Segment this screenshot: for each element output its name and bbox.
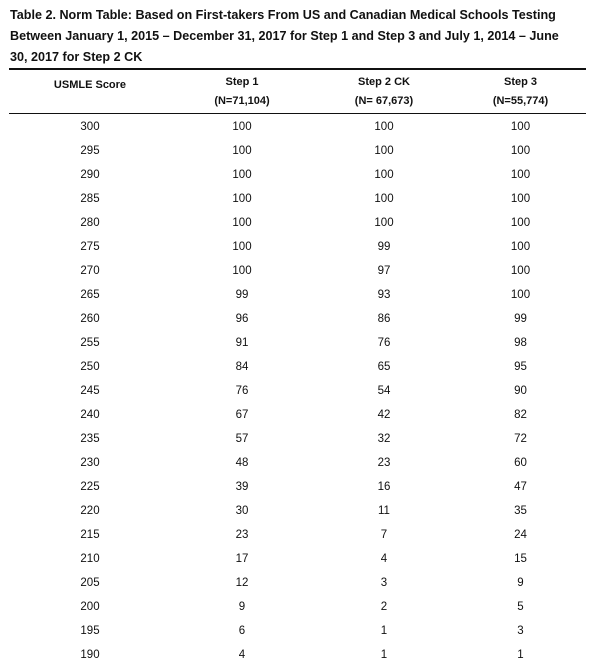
step-2-ck-cell: 42 [377,409,391,421]
table-row [9,523,586,547]
score-cell: 210 [80,553,100,565]
table-row [9,499,586,523]
header-step-1 [171,73,313,111]
table-row [9,643,586,667]
step-3-cell: 15 [514,553,527,565]
step-3-cell: 99 [514,313,527,325]
score-cell: 285 [80,193,100,205]
table-row [9,283,586,307]
step-1-cell: 100 [232,241,252,253]
step-2-ck-cell: 100 [374,121,394,133]
score-cell: 245 [80,385,100,397]
step-3-cell: 60 [514,457,527,469]
step-3-cell: 35 [514,505,527,517]
header-step-2-ck-count: (N= 67,673) [354,95,414,107]
table-row [9,163,586,187]
header-step-3-count: (N=55,774) [492,95,549,107]
step-2-ck-cell: 16 [377,481,391,493]
table-row [9,595,586,619]
score-cell: 190 [80,649,100,661]
table-row [9,547,586,571]
step-3-cell: 72 [514,433,527,445]
step-3-cell: 47 [514,481,527,493]
header-step-1-count: (N=71,104) [214,95,270,107]
step-2-ck-cell: 99 [377,241,391,253]
header-step-2-ck-label: Step 2 CK [358,76,410,88]
step-3-cell: 3 [517,625,524,637]
step-1-cell: 76 [235,385,249,397]
table-row [9,235,586,259]
step-1-cell: 12 [235,577,249,589]
table-row [9,355,586,379]
step-1-cell: 100 [232,169,252,181]
score-cell: 225 [80,481,100,493]
step-2-ck-cell: 97 [377,265,391,277]
header-usmle-score [9,76,171,95]
score-cell: 280 [80,217,100,229]
step-2-ck-cell: 4 [380,553,388,565]
score-cell: 220 [80,505,100,517]
step-1-cell: 100 [232,193,252,205]
step-1-cell: 100 [232,145,252,157]
step-3-cell: 5 [517,601,524,613]
step-2-ck-cell: 93 [377,289,391,301]
table-title-line-3: 30, 2017 for Step 2 CK [10,50,143,64]
step-3-cell: 100 [510,169,531,181]
header-step-3-label: Step 3 [503,76,537,88]
score-cell: 205 [80,577,100,589]
step-2-ck-cell: 7 [380,529,388,541]
header-usmle-score-label: USMLE Score [53,79,127,91]
step-1-cell: 17 [235,553,249,565]
step-2-ck-cell: 76 [377,337,391,349]
step-2-ck-cell: 11 [378,505,390,517]
step-1-cell: 84 [235,361,249,373]
step-2-ck-cell: 86 [377,313,391,325]
header-step-1-label: Step 1 [225,76,259,88]
score-cell: 240 [80,409,100,421]
step-2-ck-cell: 100 [374,169,394,181]
step-1-cell: 6 [238,625,246,637]
step-2-ck-cell: 23 [377,457,391,469]
step-2-ck-cell: 65 [377,361,391,373]
table-row [9,403,586,427]
table-top-rule [9,68,586,70]
step-2-ck-cell: 100 [374,217,394,229]
step-3-cell: 98 [514,337,527,349]
table-title-line-1: Table 2. Norm Table: Based on First-takers From US and Canadian Medical Schools Testing [10,8,556,22]
table-title-line-2: Between January 1, 2015 – December 31, 2017 for Step 1 and Step 3 and July 1, 2014 – June [10,29,559,43]
table-row [9,427,586,451]
table-header-rule [9,113,586,114]
header-step-2-ck [313,73,455,111]
step-3-cell: 90 [514,385,527,397]
step-1-cell: 57 [235,433,249,445]
table-row [9,571,586,595]
step-3-cell: 9 [517,577,524,589]
score-cell: 295 [80,145,100,157]
table-row [9,211,586,235]
step-3-cell: 100 [510,265,531,277]
table-row [9,619,586,643]
table-row [9,379,586,403]
step-1-cell: 4 [238,649,246,661]
score-cell: 275 [80,241,100,253]
table-row [9,307,586,331]
table-row [9,259,586,283]
table-row [9,475,586,499]
table-row [9,115,586,139]
step-2-ck-cell: 54 [377,385,391,397]
step-2-ck-cell: 1 [380,649,388,661]
step-1-cell: 99 [235,289,249,301]
step-3-cell: 100 [510,289,531,301]
step-3-cell: 100 [510,241,531,253]
score-cell: 250 [80,361,100,373]
table-row [9,331,586,355]
step-1-cell: 96 [235,313,249,325]
table-row [9,451,586,475]
step-1-cell: 23 [235,529,249,541]
score-cell: 195 [80,625,100,637]
step-3-cell: 82 [514,409,527,421]
step-3-cell: 24 [514,529,527,541]
score-cell: 215 [80,529,100,541]
score-cell: 260 [80,313,100,325]
step-3-cell: 1 [517,649,524,661]
step-3-cell: 100 [510,145,531,157]
table-title [10,5,585,68]
step-2-ck-cell: 32 [377,433,391,445]
score-cell: 200 [80,601,100,613]
score-cell: 290 [80,169,100,181]
step-3-cell: 100 [510,193,531,205]
step-2-ck-cell: 100 [374,193,394,205]
step-2-ck-cell: 1 [380,625,388,637]
step-1-cell: 100 [232,217,252,229]
step-1-cell: 30 [235,505,249,517]
step-1-cell: 9 [238,601,246,613]
score-cell: 270 [80,265,100,277]
step-1-cell: 48 [235,457,249,469]
step-3-cell: 100 [510,121,531,133]
score-cell: 265 [80,289,100,301]
step-1-cell: 100 [232,265,252,277]
score-cell: 300 [80,121,100,133]
table-row [9,139,586,163]
step-2-ck-cell: 3 [380,577,388,589]
step-1-cell: 67 [235,409,249,421]
step-1-cell: 39 [235,481,249,493]
score-cell: 230 [80,457,100,469]
step-2-ck-cell: 2 [380,601,388,613]
step-1-cell: 100 [232,121,252,133]
step-3-cell: 100 [510,217,531,229]
header-step-3 [455,73,586,111]
step-2-ck-cell: 100 [374,145,394,157]
score-cell: 255 [80,337,100,349]
table-body [9,115,586,667]
step-1-cell: 91 [235,337,249,349]
step-3-cell: 95 [514,361,527,373]
score-cell: 235 [80,433,100,445]
table-row [9,187,586,211]
